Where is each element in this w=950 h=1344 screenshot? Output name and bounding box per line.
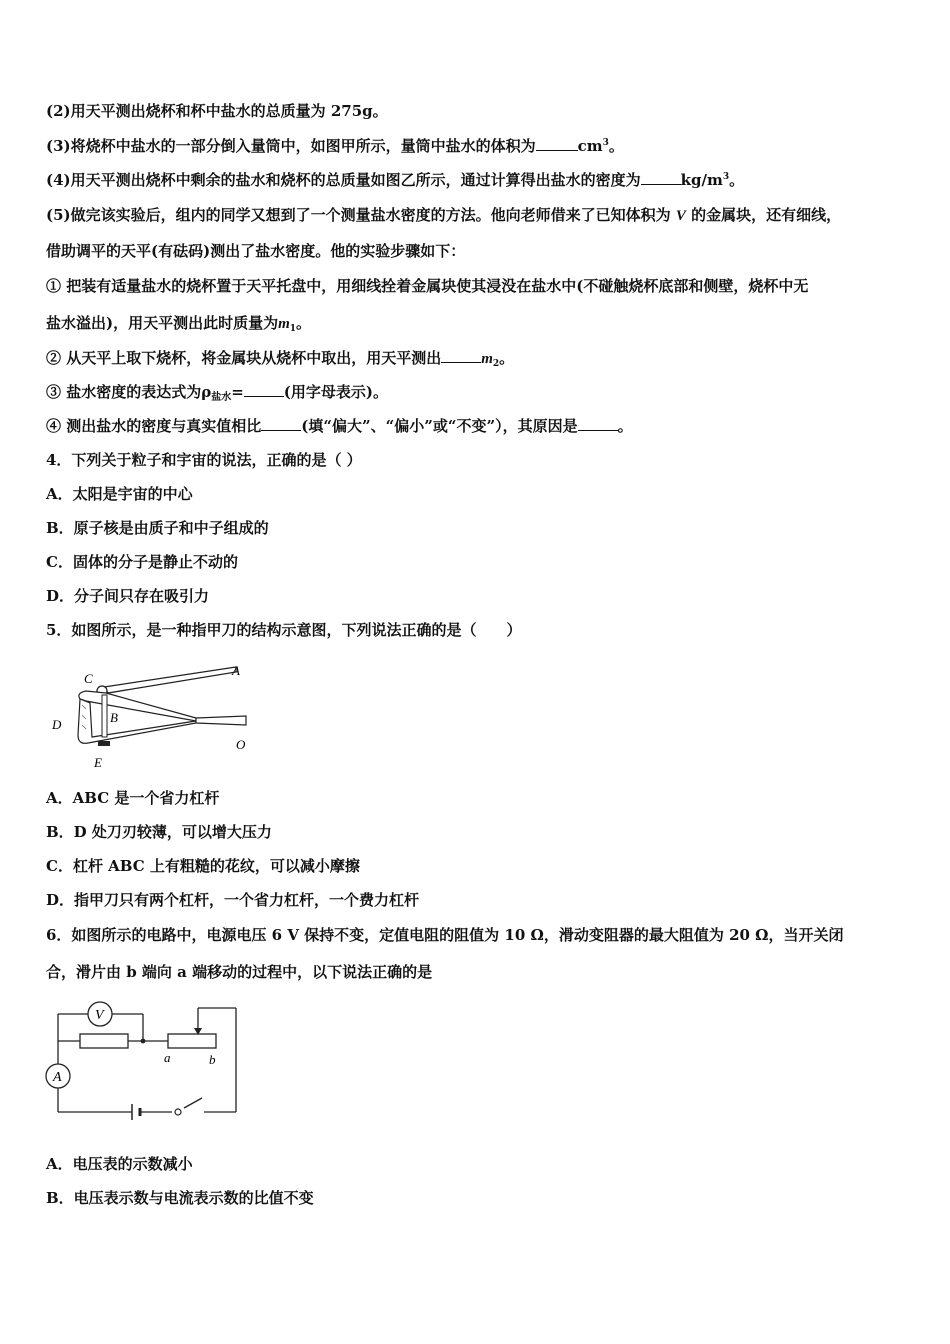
label-d: D	[52, 717, 62, 732]
q3-step-3-text: (3)将烧杯中盐水的一部分倒入量筒中，如图甲所示，量筒中盐水的体积为	[46, 137, 536, 155]
answer-blank[interactable]	[641, 170, 681, 185]
q3-step-5-text: (5)做完该实验后，组内的同学又想到了一个测量盐水密度的方法。他向老师借来了已知体积为	[46, 206, 671, 224]
end-b-label: b	[209, 1052, 216, 1067]
answer-blank[interactable]	[578, 416, 618, 431]
q3-step-5-cont	[46, 241, 906, 261]
unit-text: cm	[577, 137, 603, 155]
substep-1-text-b: 盐水溢出)，用天平测出此时质量为	[46, 314, 279, 332]
punct: 。	[617, 417, 633, 435]
voltmeter-label: V	[95, 1008, 104, 1023]
option-text: D．指甲刀只有两个杠杆，一个省力杠杆，一个费力杠杆	[46, 891, 420, 909]
punct: 。	[499, 349, 515, 367]
fixed-resistor	[80, 1034, 128, 1048]
unit-exponent: 3	[722, 172, 730, 182]
equals-sign: =	[231, 383, 244, 401]
option-text: C．固体的分子是静止不动的	[46, 553, 238, 571]
q3-substep-3	[46, 382, 906, 402]
substep-1-text: ① 把装有适量盐水的烧杯置于天平托盘中，用细线拴着金属块使其浸没在盐水中(不碰触烧杯底部和侧壁，烧杯中无	[46, 277, 809, 295]
label-c: C	[84, 671, 93, 686]
option-text: A．电压表的示数减小	[46, 1155, 193, 1173]
substep-4-text-b: (填“偏大”、“偏小”或“不变”），其原因是	[301, 417, 578, 435]
label-b: B	[110, 710, 118, 725]
option-text: A．ABC 是一个省力杠杆	[46, 789, 220, 807]
q6-stem-text-b: 合，滑片由 b 端向 a 端移动的过程中，以下说法正确的是	[46, 963, 433, 981]
label-o: O	[236, 737, 246, 752]
q3-step-4	[46, 170, 906, 190]
label-a: A	[232, 663, 240, 678]
unit-text: kg/m	[680, 171, 723, 189]
unit-exponent: 3	[602, 138, 609, 148]
q4-option-b[interactable]	[46, 518, 906, 538]
q3-step-5-text-c: 借助调平的天平(有砝码)测出了盐水密度。他的实验步骤如下：	[46, 242, 466, 260]
nail-clipper-figure	[46, 655, 256, 773]
q3-step-2-text: (2)用天平测出烧杯和杯中盐水的总质量为 275g。	[46, 102, 388, 120]
label-e: E	[94, 755, 102, 770]
q5-option-d[interactable]	[46, 890, 906, 910]
q5-option-b[interactable]	[46, 822, 906, 842]
mass-subscript: 1	[289, 324, 297, 334]
rho-symbol: ρ	[201, 383, 212, 401]
end-a-label: a	[164, 1050, 171, 1065]
answer-blank[interactable]	[441, 348, 481, 363]
mass-symbol: m	[278, 316, 290, 332]
mass-subscript: 2	[492, 359, 500, 369]
punct: 。	[608, 137, 624, 155]
q3-step-2	[46, 101, 906, 121]
volume-symbol: V	[675, 208, 686, 224]
option-text: D．分子间只存在吸引力	[46, 587, 210, 605]
rheostat	[168, 1034, 216, 1048]
q4-option-a[interactable]	[46, 484, 906, 504]
ammeter-label: A	[53, 1070, 62, 1085]
answer-blank[interactable]	[244, 382, 284, 397]
punct: 。	[296, 314, 312, 332]
q5-option-a[interactable]	[46, 788, 906, 808]
q6-option-b[interactable]	[46, 1188, 906, 1208]
option-text: C．杠杆 ABC 上有粗糙的花纹，可以减小摩擦	[46, 857, 360, 875]
answer-blank[interactable]	[261, 416, 301, 431]
rho-subscript: 盐水	[211, 392, 232, 403]
substep-3-text: ③ 盐水密度的表达式为	[46, 383, 202, 401]
option-text: B．D 处刀刃较薄，可以增大压力	[46, 823, 272, 841]
punct: 。	[729, 171, 745, 189]
q4-option-d[interactable]	[46, 586, 906, 606]
q4-stem-text: 4．下列关于粒子和宇宙的说法，正确的是（ ）	[46, 451, 362, 469]
mass-symbol: m	[481, 351, 493, 367]
q3-substep-4	[46, 416, 906, 436]
q6-stem	[46, 925, 906, 945]
q3-step-4-text: (4)用天平测出烧杯中剩余的盐水和烧杯的总质量如图乙所示，通过计算得出盐水的密度为	[46, 171, 641, 189]
circuit-figure	[40, 992, 245, 1120]
q3-substep-2	[46, 348, 906, 369]
q3-substep-1	[46, 276, 906, 296]
q3-step-5-text-b: 的金属块，还有细线，	[691, 206, 842, 224]
substep-2-text: ② 从天平上取下烧杯，将金属块从烧杯中取出，用天平测出	[46, 349, 442, 367]
q5-stem-text: 5．如图所示，是一种指甲刀的结构示意图，下列说法正确的是（ ）	[46, 621, 522, 639]
q5-option-c[interactable]	[46, 856, 906, 876]
substep-3-end: (用字母表示)。	[283, 383, 388, 401]
option-text: B．原子核是由质子和中子组成的	[46, 519, 269, 537]
substep-4-text: ④ 测出盐水的密度与真实值相比	[46, 417, 262, 435]
answer-blank[interactable]	[536, 136, 578, 151]
option-text: B．电压表示数与电流表示数的比值不变	[46, 1189, 314, 1207]
q5-stem	[46, 620, 906, 640]
q3-substep-1-cont	[46, 313, 906, 334]
q4-option-c[interactable]	[46, 552, 906, 572]
q6-option-a[interactable]	[46, 1154, 906, 1174]
option-text: A．太阳是宇宙的中心	[46, 485, 193, 503]
q6-stem-text: 6．如图所示的电路中，电源电压 6 V 保持不变，定值电阻的阻值为 10 Ω，滑动变阻器的最大阻值为 20 Ω，当开关闭	[46, 926, 844, 944]
q3-step-5	[46, 205, 906, 226]
q4-stem	[46, 450, 906, 470]
q6-stem-cont	[46, 962, 906, 982]
q3-step-3	[46, 136, 906, 156]
